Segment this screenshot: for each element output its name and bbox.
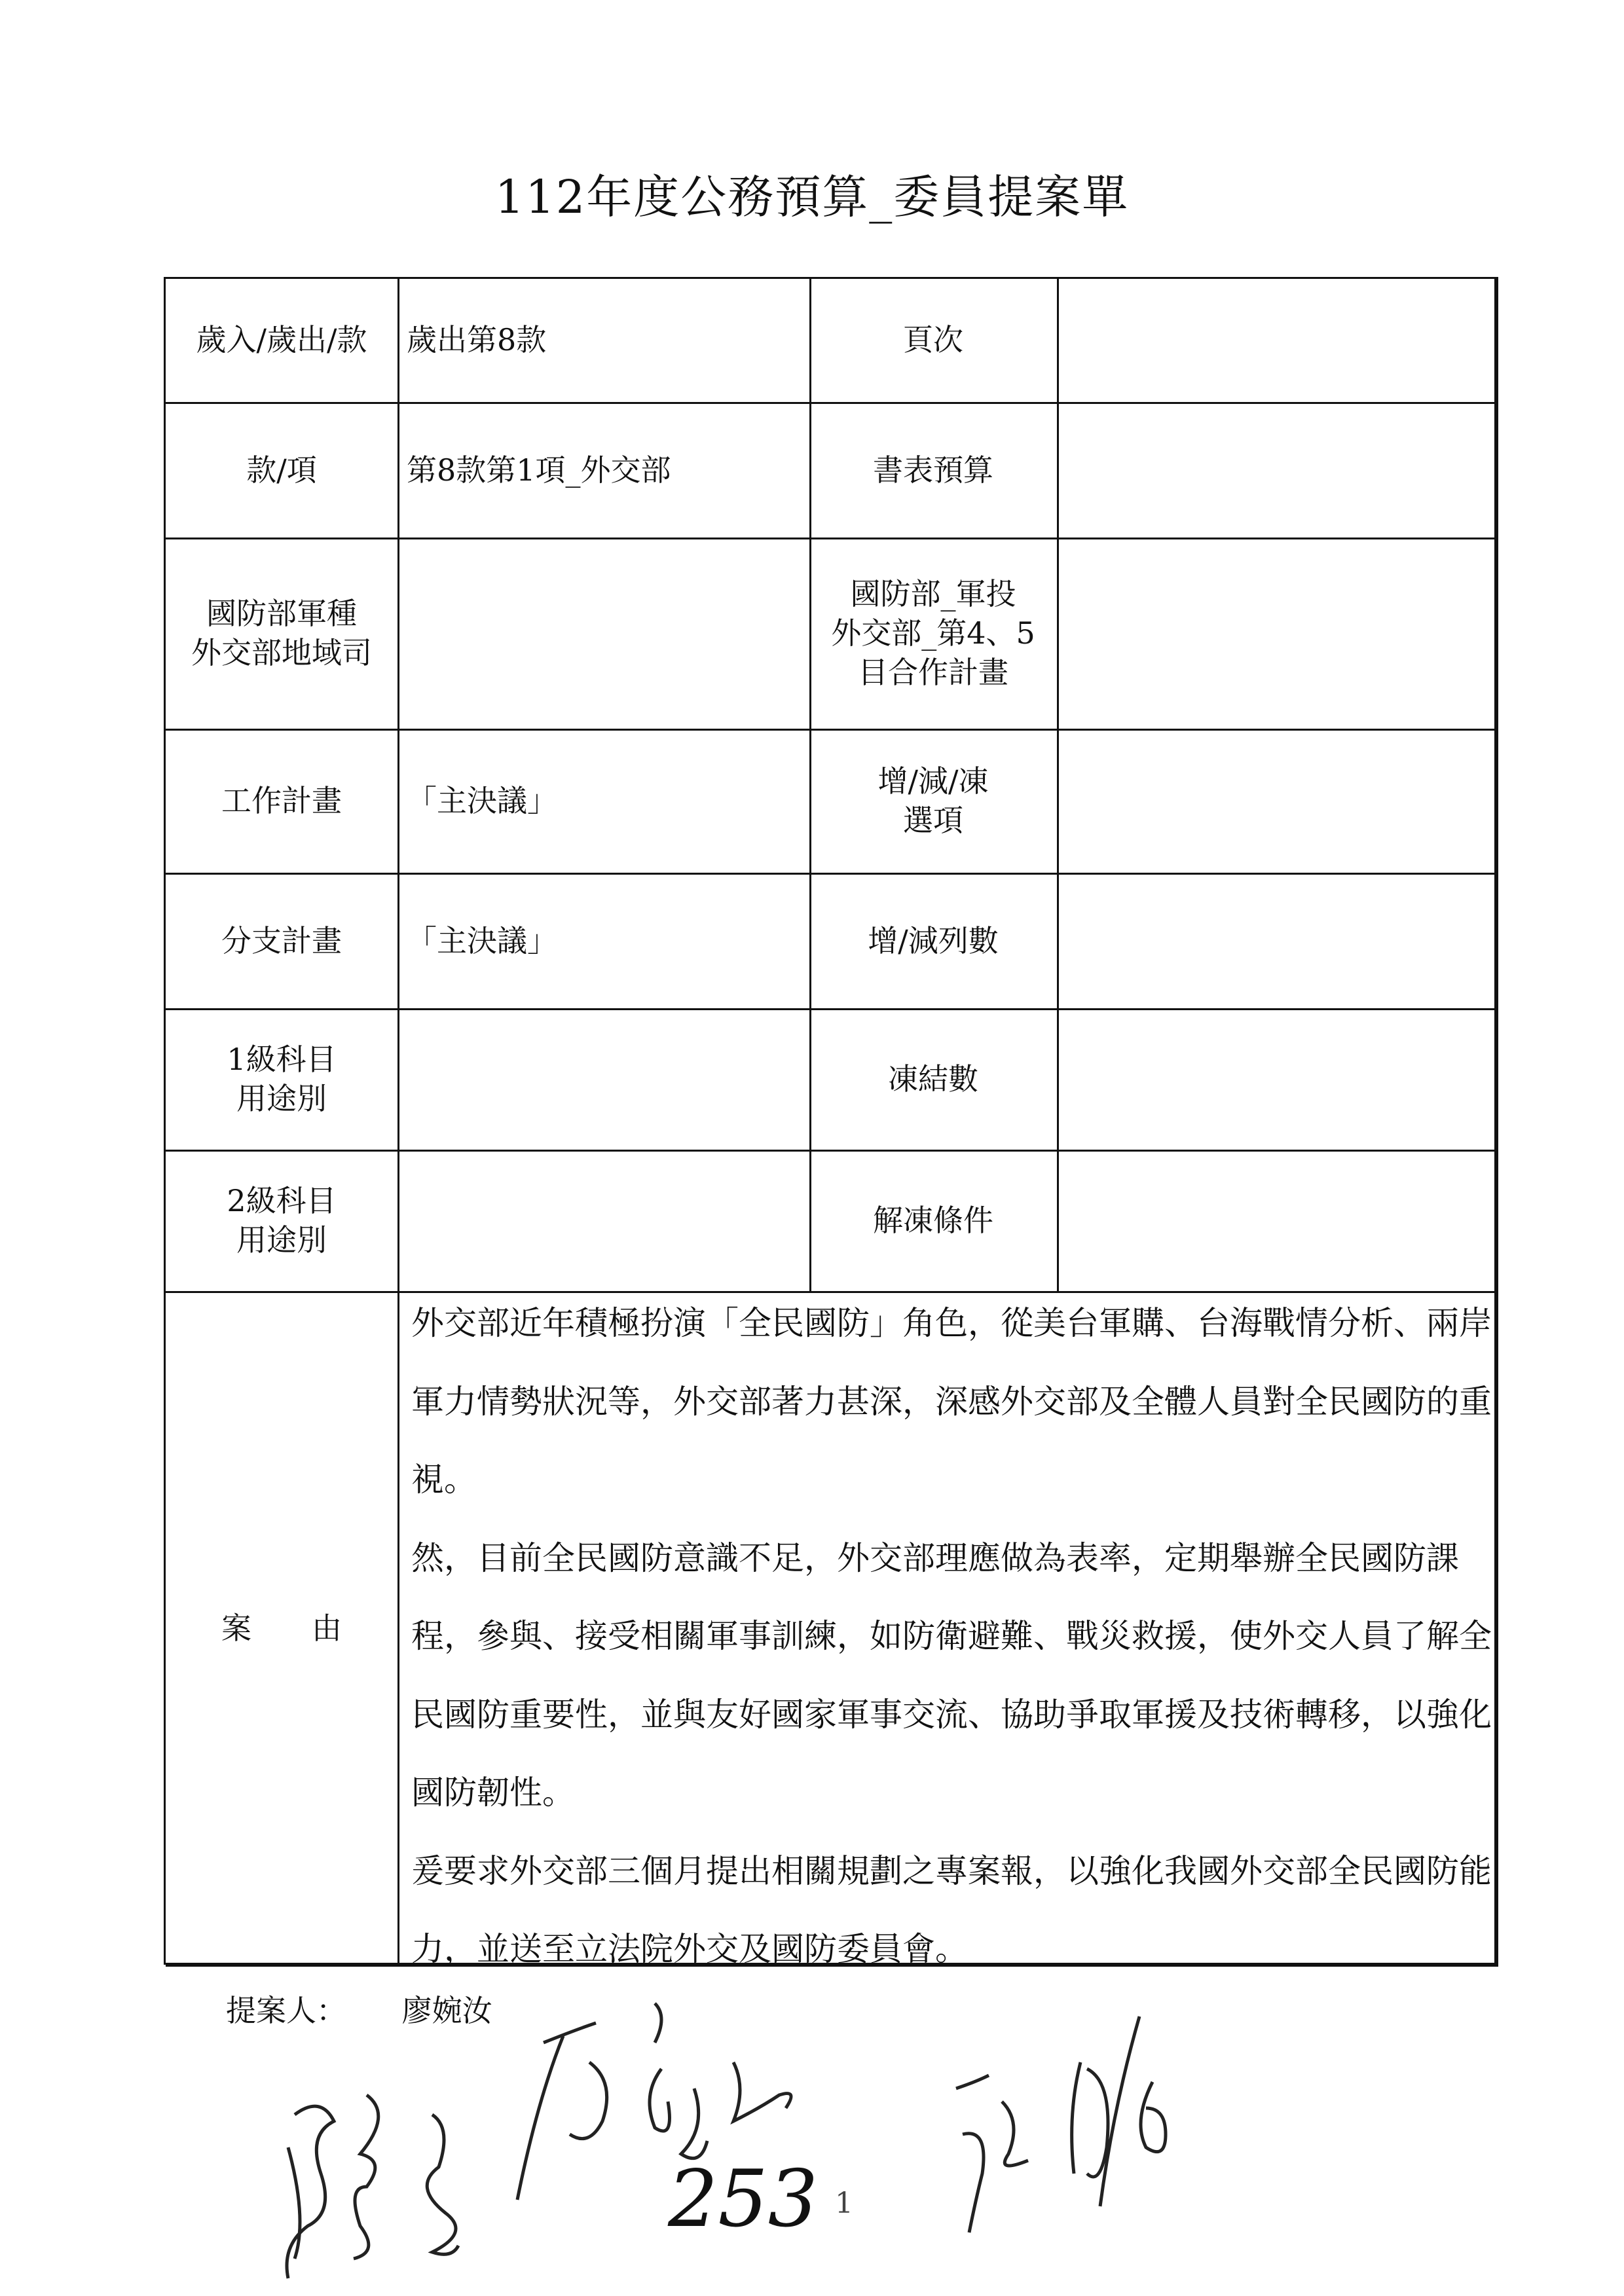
row-label: 國防部軍種 外交部地域司	[166, 538, 399, 731]
row-value: 第8款第1項_外交部	[397, 402, 811, 539]
row-label-2: 增/減列數	[809, 873, 1059, 1010]
reason-label: 案 由	[166, 1291, 399, 1967]
reason-paragraph: 爰要求外交部三個月提出相關規劃之專案報，以強化我國外交部全民國防能力，並送至立法院外交及國防委員會。	[411, 1851, 1492, 1968]
proposer-name: 廖婉汝	[401, 1993, 492, 2028]
proposer-label: 提案人：	[226, 1993, 346, 2028]
row-label-2: 書表預算	[809, 402, 1059, 539]
form-title: 112年度公務預算_委員提案單	[494, 170, 1130, 224]
row-value: 「主決議」	[397, 729, 811, 875]
row-label-2: 國防部_軍投 外交部_第4、5 目合作計畫	[809, 538, 1059, 731]
row-value: 歲出第8款	[397, 277, 811, 404]
reason-paragraph: 外交部近年積極扮演「全民國防」角色，從美台軍購、台海戰情分析、兩岸軍力情勢狀況等，外交部著力甚深，深感外交部及全體人員對全民國防的重視。	[411, 1304, 1492, 1499]
row-label-2: 解凍條件	[809, 1150, 1059, 1293]
row-label: 歲入/歲出/款	[166, 277, 399, 404]
handwritten-page-number: 253	[668, 2154, 819, 2245]
row-label: 工作計畫	[166, 729, 399, 875]
row-label-2: 增/減/凍 選項	[809, 729, 1059, 875]
row-label: 分支計畫	[166, 873, 399, 1010]
row-label: 款/項	[166, 402, 399, 539]
row-label-2: 頁次	[809, 277, 1059, 404]
row-label-2: 凍結數	[809, 1008, 1059, 1152]
row-value: 「主決議」	[397, 873, 811, 1010]
reason-paragraph: 然，目前全民國防意識不足，外交部理應做為表率，定期舉辦全民國防課程，參與、接受相關軍事訓練，如防衛避難、戰災救援，使外交人員了解全民國防重要性，並與友好國家軍事交流、協助爭取軍援及技術轉移，以強化國防韌性。	[411, 1539, 1492, 1812]
row-label: 2級科目 用途別	[166, 1150, 399, 1293]
row-label: 1級科目 用途別	[166, 1008, 399, 1152]
stamp-mark: 1	[835, 2187, 853, 2220]
